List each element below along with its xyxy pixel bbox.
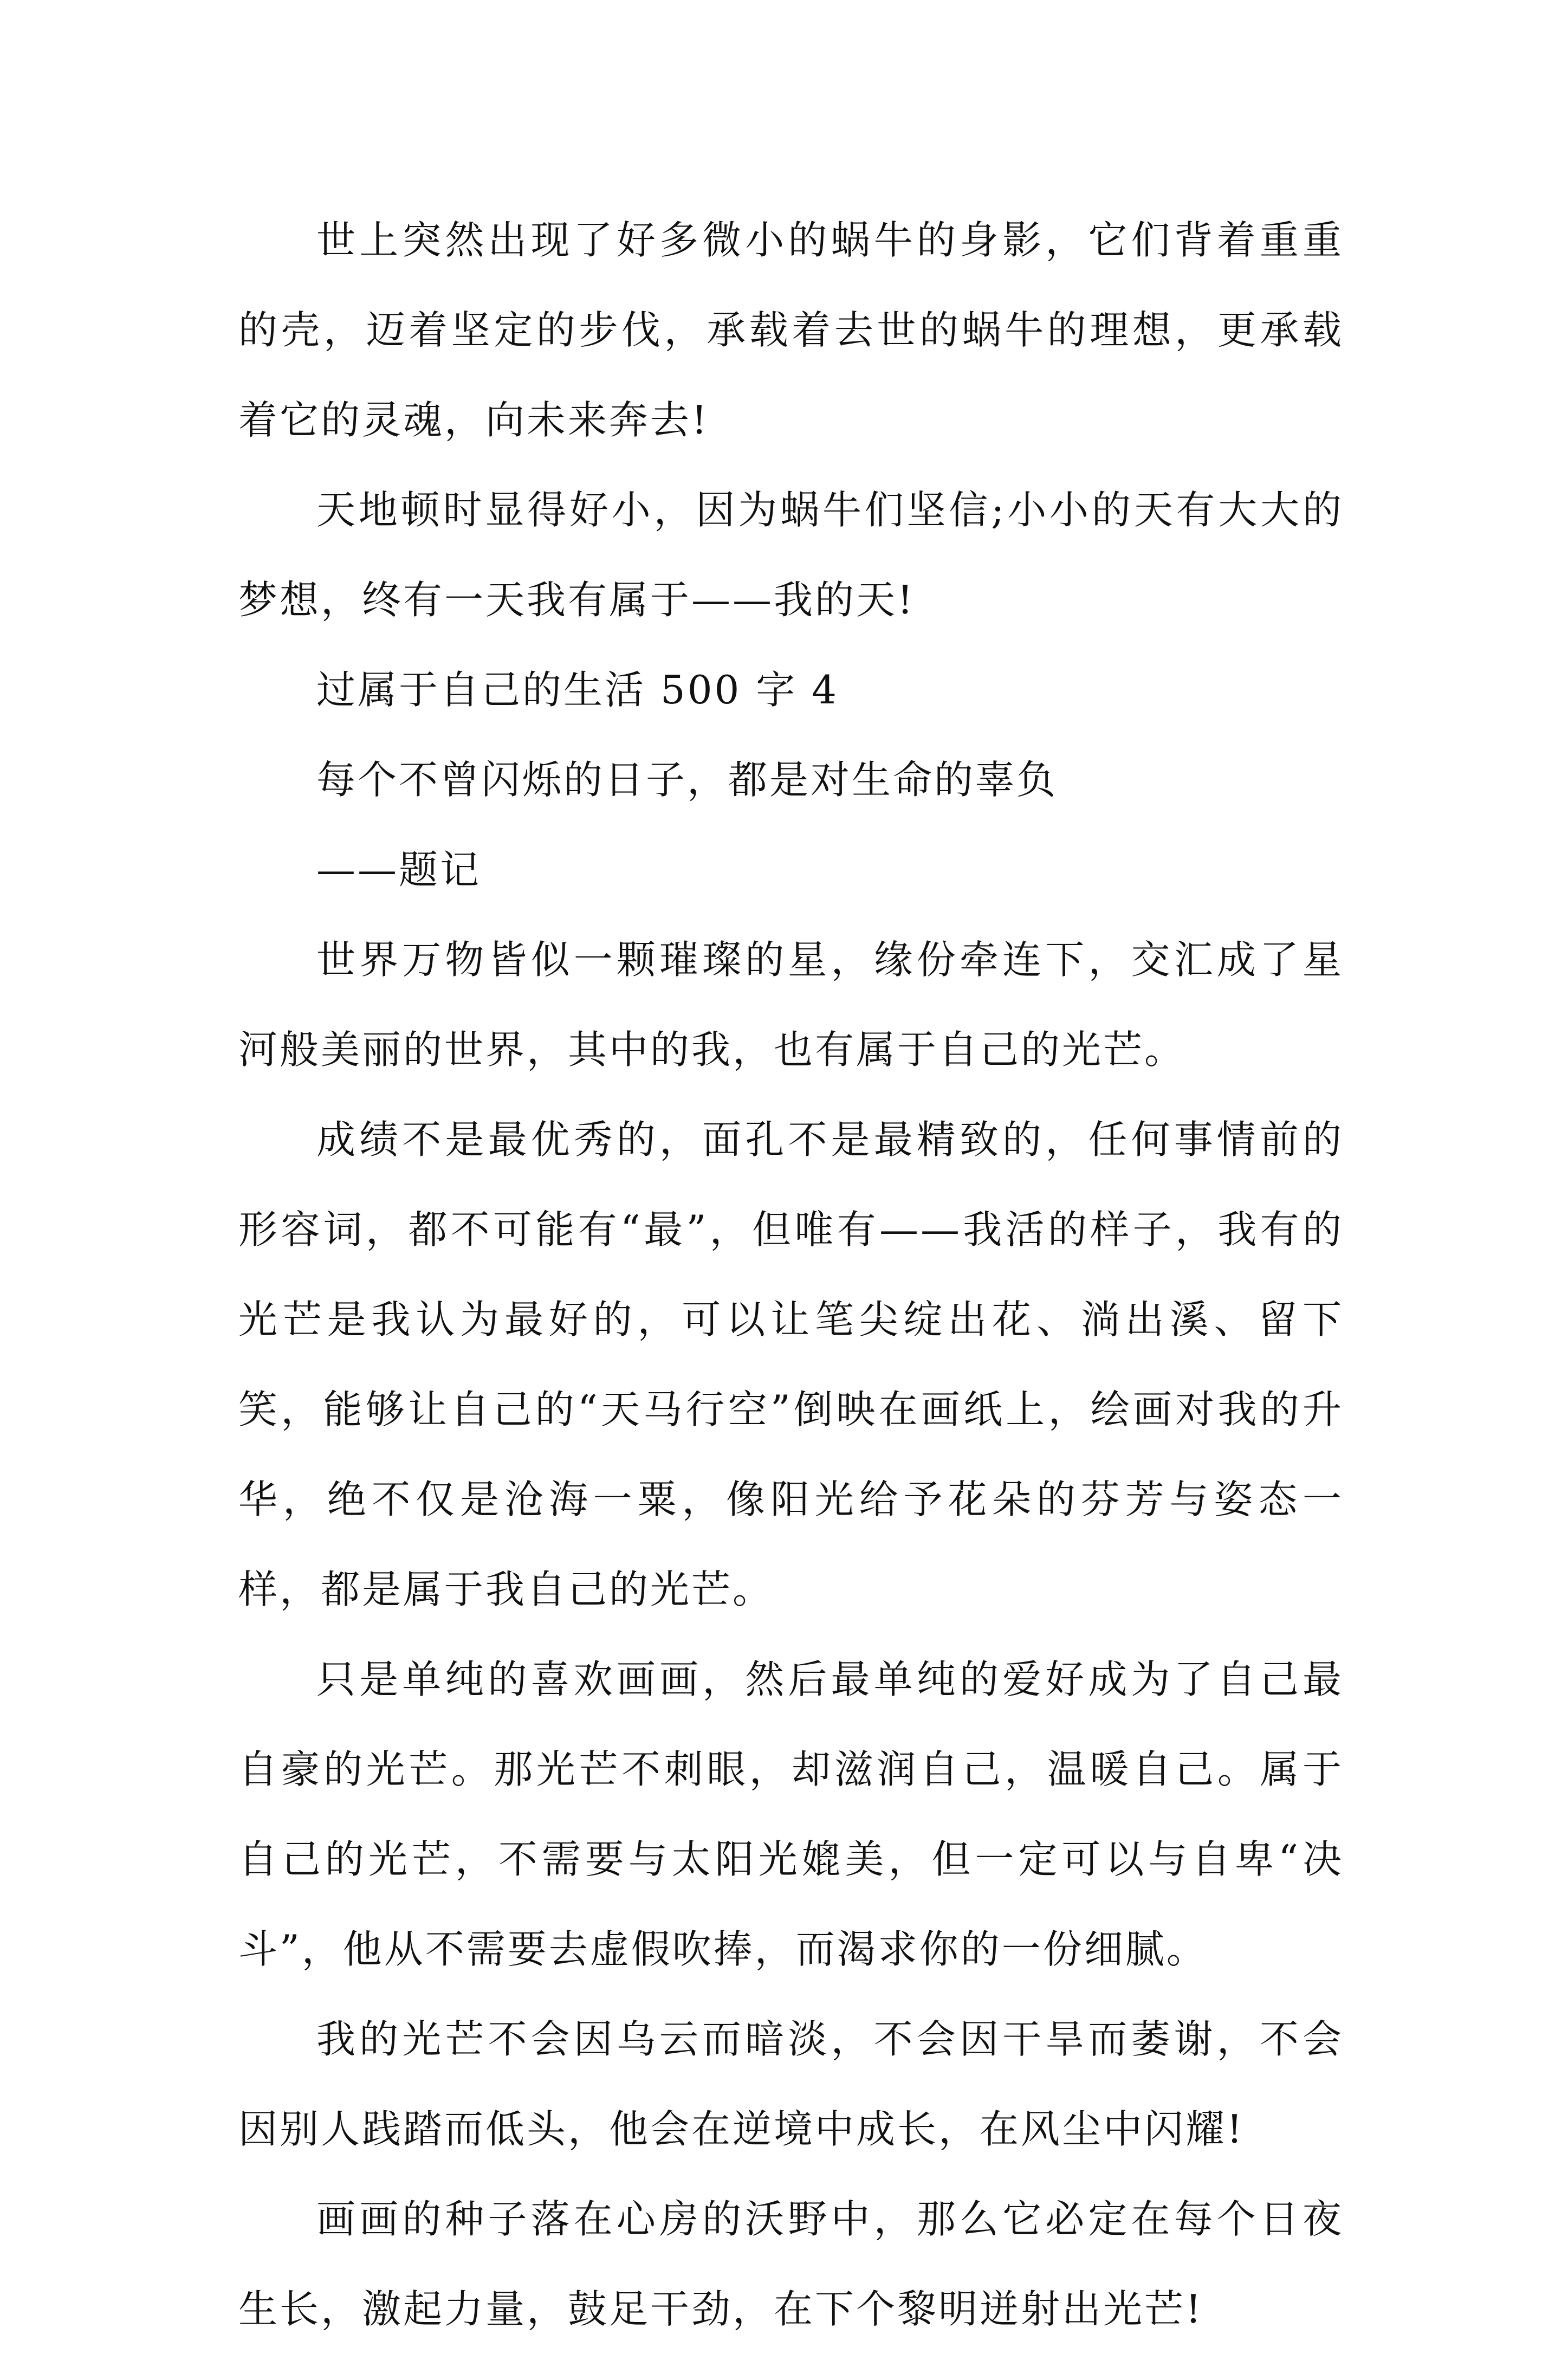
paragraph-my-light: 成绩不是最优秀的，面孔不是最精致的，任何事情前的形容词，都不可能有“最”，但唯有——我活的样子，我有的光芒是我认为最好的，可以让笔尖绽出花、淌出溪、留下笑，能够让自己的“天马行空”倒映在画纸上，绘画对我的升华，绝不仅是沧海一粟，像阳光给予花朵的芬芳与姿态一样，都是属于我自己的光芒。 — [238, 1117, 1344, 1612]
epigraph-line: 每个不曾闪烁的日子，都是对生命的辜负 — [316, 757, 1058, 803]
paragraph-seed: 画画的种子落在心房的沃野中，那么它必定在每个日夜生长，激起力量，鼓足干劲，在下个黎明迸射出光芒! — [238, 2196, 1344, 2332]
paragraph-my-sky: 天地顿时显得好小，因为蜗牛们坚信;小小的天有大大的梦想，终有一天我有属于——我的天! — [238, 487, 1344, 623]
section-heading: 过属于自己的生活 500 字 4 — [316, 667, 839, 713]
paragraph-adversity: 我的光芒不会因乌云而暗淡，不会因干旱而萎谢，不会因别人践踏而低头，他会在逆境中成长，在风尘中闪耀! — [238, 2016, 1344, 2152]
paragraph-snail-shadows: 世上突然出现了好多微小的蜗牛的身影，它们背着重重的壳，迈着坚定的步伐，承载着去世的蜗牛的理想，更承载着它的灵魂，向未来奔去! — [238, 217, 1344, 443]
paragraph-stars: 世界万物皆似一颗璀璨的星，缘份牵连下，交汇成了星河般美丽的世界，其中的我，也有属于自己的光芒。 — [238, 937, 1344, 1072]
paragraph-drawing-pride: 只是单纯的喜欢画画，然后最单纯的爱好成为了自己最自豪的光芒。那光芒不刺眼，却滋润自己，温暖自己。属于自己的光芒，不需要与太阳光媲美，但一定可以与自卑“决斗”，他从不需要去虚假吹捧，而渴求你的一份细腻。 — [238, 1657, 1344, 1972]
epigraph-attribution: ——题记 — [316, 847, 482, 893]
document-body — [238, 195, 1344, 2354]
